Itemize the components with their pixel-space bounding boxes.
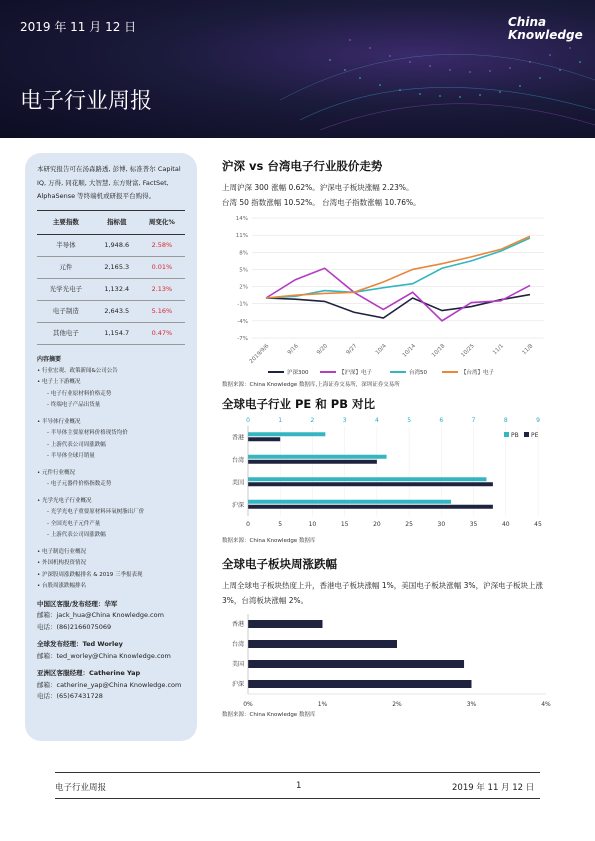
table-cell: 1,948.6 [95,234,139,256]
table-cell: 2.58% [139,234,185,256]
contact-line: 电话：(65)67431728 [37,692,103,700]
toc-item: - 半导体主要原材料价格现货均价 [37,428,185,440]
contact-line: 邮箱：jack_hua@China Knowledge.com [37,611,164,619]
contact-heading: 全球发布经理：Ted Worley [37,640,123,648]
table-cell: 2,165.3 [95,256,139,278]
toc-item: • 沪深股周涨跌幅排名 & 2019 三季报表现 [37,570,185,582]
x-tick-label: 2019/9/6 [248,343,271,365]
pb-bar [248,500,451,504]
pe-axis-tick: 25 [405,521,413,528]
table-cell: 1,154.7 [95,322,139,344]
pb-axis-tick: 9 [536,417,540,424]
pb-bar [248,432,325,436]
toc-item: - 终端电子产品出货量 [37,400,185,412]
x-tick-label: 10/25 [460,343,476,359]
pb-axis-tick: 0 [246,417,250,424]
pb-axis-tick: 7 [471,417,476,424]
x-tick-label: 9/20 [316,343,330,357]
china-knowledge-logo: China Knowledge [508,15,583,42]
y-tick-label: -1% [237,301,248,308]
y-tick-label: -7% [237,336,248,342]
bar [248,660,464,668]
contacts [37,599,185,703]
pb-axis-tick: 3 [342,417,347,424]
footer-date: 2019 年 11 月 12 日 [452,783,535,793]
toc-item: • 电子制造行业概况 [37,547,185,559]
x-tick-label: 9/27 [345,343,359,357]
table-cell: 0.47% [139,322,185,344]
toc-item: - 电子行业原材料价格走势 [37,389,185,401]
x-tick-label: 10/4 [374,343,388,357]
x-tick-label: 1% [317,701,328,708]
table-header-1: 指标值 [95,210,139,234]
toc-item: • 电子上下游概况 [37,377,185,389]
toc-title: 内容摘要 [37,355,62,363]
legend-label: PB [511,432,519,439]
toc-item: - 电子元器件价格指数走势 [37,479,185,491]
series-line [266,295,530,318]
toc-item: • 光学光电子行业概况 [37,496,185,508]
pe-bar [248,437,280,441]
y-tick-label: 5% [239,267,248,274]
toc-item: - 光学光电子重要原材料环氧树脂出厂价 [37,507,185,519]
series-line [266,236,530,298]
legend-label: 【台湾】电子 [461,370,495,376]
y-tick-label: 2% [239,284,248,291]
section3-para: 上周全球电子板块热度上升，香港电子板块涨幅 1%，美国电子板块涨幅 3%，沪深电子板块上涨 3%，台湾板块涨幅 2%。 [222,581,544,605]
toc-item: • 外国机构投资情况 [37,558,185,570]
contact-line: 电话：(86)2166075069 [37,622,112,631]
section2-title: 全球电子行业 PE 和 PB 对比 [222,397,375,411]
legend-label: 【沪深】电子 [339,370,373,376]
pe-axis-tick: 15 [340,521,349,528]
sidebar-intro: 本研究报告可在汤森路透, 彭博, 标准普尔 Capital IQ, 万得, 同花顺, 大智慧, 东方财富, FactSet, AlphaSense 等终端机或研报平台购得。 [37,165,181,200]
section2-source: 数据来源：China Knowledge 数据库 [222,538,316,544]
legend-label: PE [531,432,539,439]
pe-axis-tick: 5 [278,521,283,528]
legend-label: 台湾50 [409,370,427,376]
x-tick-label: 11/1 [492,343,506,357]
legend-label: 沪深300 [287,370,309,376]
report-title: 电子行业周报 [20,89,153,114]
pb-axis-tick: 2 [310,417,315,424]
pb-axis-tick: 5 [407,417,412,424]
pe-axis-tick: 35 [469,521,478,528]
section3-source: 数据来源：China Knowledge 数据库 [222,712,316,718]
section1-source: 数据来源：China Knowledge 数据库,上海证券交易所，深圳证券交易所 [222,382,400,388]
section3-title: 全球电子板块周涨跌幅 [222,557,337,571]
footer-divider [55,772,540,773]
table-cell: 电子制造 [37,300,95,322]
toc-item: - 上游代表公司周涨跌幅 [37,530,185,542]
pb-axis-tick: 4 [374,417,379,424]
category-label: 美国 [231,479,244,487]
table-cell: 2.13% [139,278,185,300]
series-line [266,238,530,298]
footer-title: 电子行业周报 [55,783,107,793]
contact-line: 邮箱：catherine_yap@China Knowledge.com [37,680,182,689]
x-tick-label: 10/18 [430,343,447,359]
table-cell: 元件 [37,256,95,278]
header-banner [0,0,595,138]
y-tick-label: 8% [239,250,248,257]
contact-block [37,668,185,703]
legend-swatch [504,432,509,437]
bar [248,620,323,628]
table-header-2: 周变化% [139,210,185,234]
bar [248,640,397,648]
bar [248,680,472,688]
contact-block [37,599,185,634]
toc-item: - 上游代表公司周涨跌幅 [37,440,185,452]
pe-axis-tick: 45 [534,521,542,528]
weekly-change-bar-chart [222,610,552,710]
toc-item: - 全国光电子元件产量 [37,519,185,531]
category-label: 美国 [231,661,244,668]
line-chart [222,212,552,380]
toc-item: • 半导体行业概况 [37,417,185,429]
x-tick-label: 11/8 [521,343,535,357]
toc-item: - 半导体全球月销量 [37,451,185,463]
table-cell: 5.16% [139,300,185,322]
pb-axis-tick: 1 [278,417,283,424]
toc-item: • 行业宏观、政策新闻&公司公告 [37,366,185,378]
category-label: 香港 [231,434,244,442]
section1-para2: 台湾 50 指数涨幅 10.52%。 台湾电子指数涨幅 10.76%。 [222,198,421,207]
x-tick-label: 3% [466,701,477,708]
table-row [37,322,185,344]
toc-list [37,366,185,593]
contact-heading: 亚洲区客服经理：Catherine Yap [37,669,141,677]
x-tick-label: 10/14 [401,343,418,359]
pb-bar [248,455,387,459]
x-tick-label: 0% [243,701,253,708]
pe-bar [248,460,377,464]
pe-bar [248,482,493,486]
category-label: 台湾 [231,456,244,464]
legend-swatch [524,432,529,437]
table-row [37,300,185,322]
table-row [37,278,185,300]
table-row [37,256,185,278]
table-cell: 0.01% [139,256,185,278]
contact-heading: 中国区客服/发布经理：华军 [37,599,118,608]
toc-item: • 元件行业概况 [37,468,185,480]
table-cell: 光学光电子 [37,278,95,300]
footer-divider-bottom [55,798,540,799]
pe-axis-tick: 20 [373,521,381,528]
section1-title: 沪深 vs 台湾电子行业股价走势 [222,159,383,173]
y-tick-label: 14% [235,216,248,222]
page-number: 1 [296,781,302,791]
x-tick-label: 4% [541,701,551,708]
contact-line: 邮箱：ted_worley@China Knowledge.com [37,651,171,660]
table-header-0: 主要指数 [37,210,95,234]
x-tick-label: 9/16 [286,343,300,357]
sidebar [25,153,197,741]
y-tick-label: -4% [237,318,248,325]
pe-axis-tick: 10 [308,521,317,528]
pb-axis-tick: 6 [439,417,444,424]
pb-bar [248,477,486,481]
table-cell: 2,643.5 [95,300,139,322]
pe-axis-tick: 0 [246,521,250,528]
y-tick-label: 11% [235,233,248,240]
table-cell: 其他电子 [37,322,95,344]
table-cell: 1,132.4 [95,278,139,300]
toc-item: • 台股周涨跌幅排名 [37,581,185,593]
category-label: 香港 [231,621,244,628]
category-label: 台湾 [231,641,244,648]
contact-block [37,639,185,662]
pe-bar [248,505,493,509]
pe-pb-bar-chart [222,414,552,534]
x-tick-label: 2% [392,701,402,708]
pe-axis-tick: 40 [501,521,510,528]
table-row [37,234,185,256]
category-label: 沪深 [231,501,244,509]
pb-axis-tick: 8 [503,417,508,424]
section1-para1: 上周沪深 300 涨幅 0.62%。沪深电子板块涨幅 2.23%。 [222,183,414,192]
category-label: 沪深 [231,681,244,688]
index-table [37,210,185,345]
main-content [222,158,552,718]
report-date: 2019 年 11 月 12 日 [20,20,137,34]
pe-axis-tick: 30 [437,521,446,528]
table-cell: 半导体 [37,234,95,256]
